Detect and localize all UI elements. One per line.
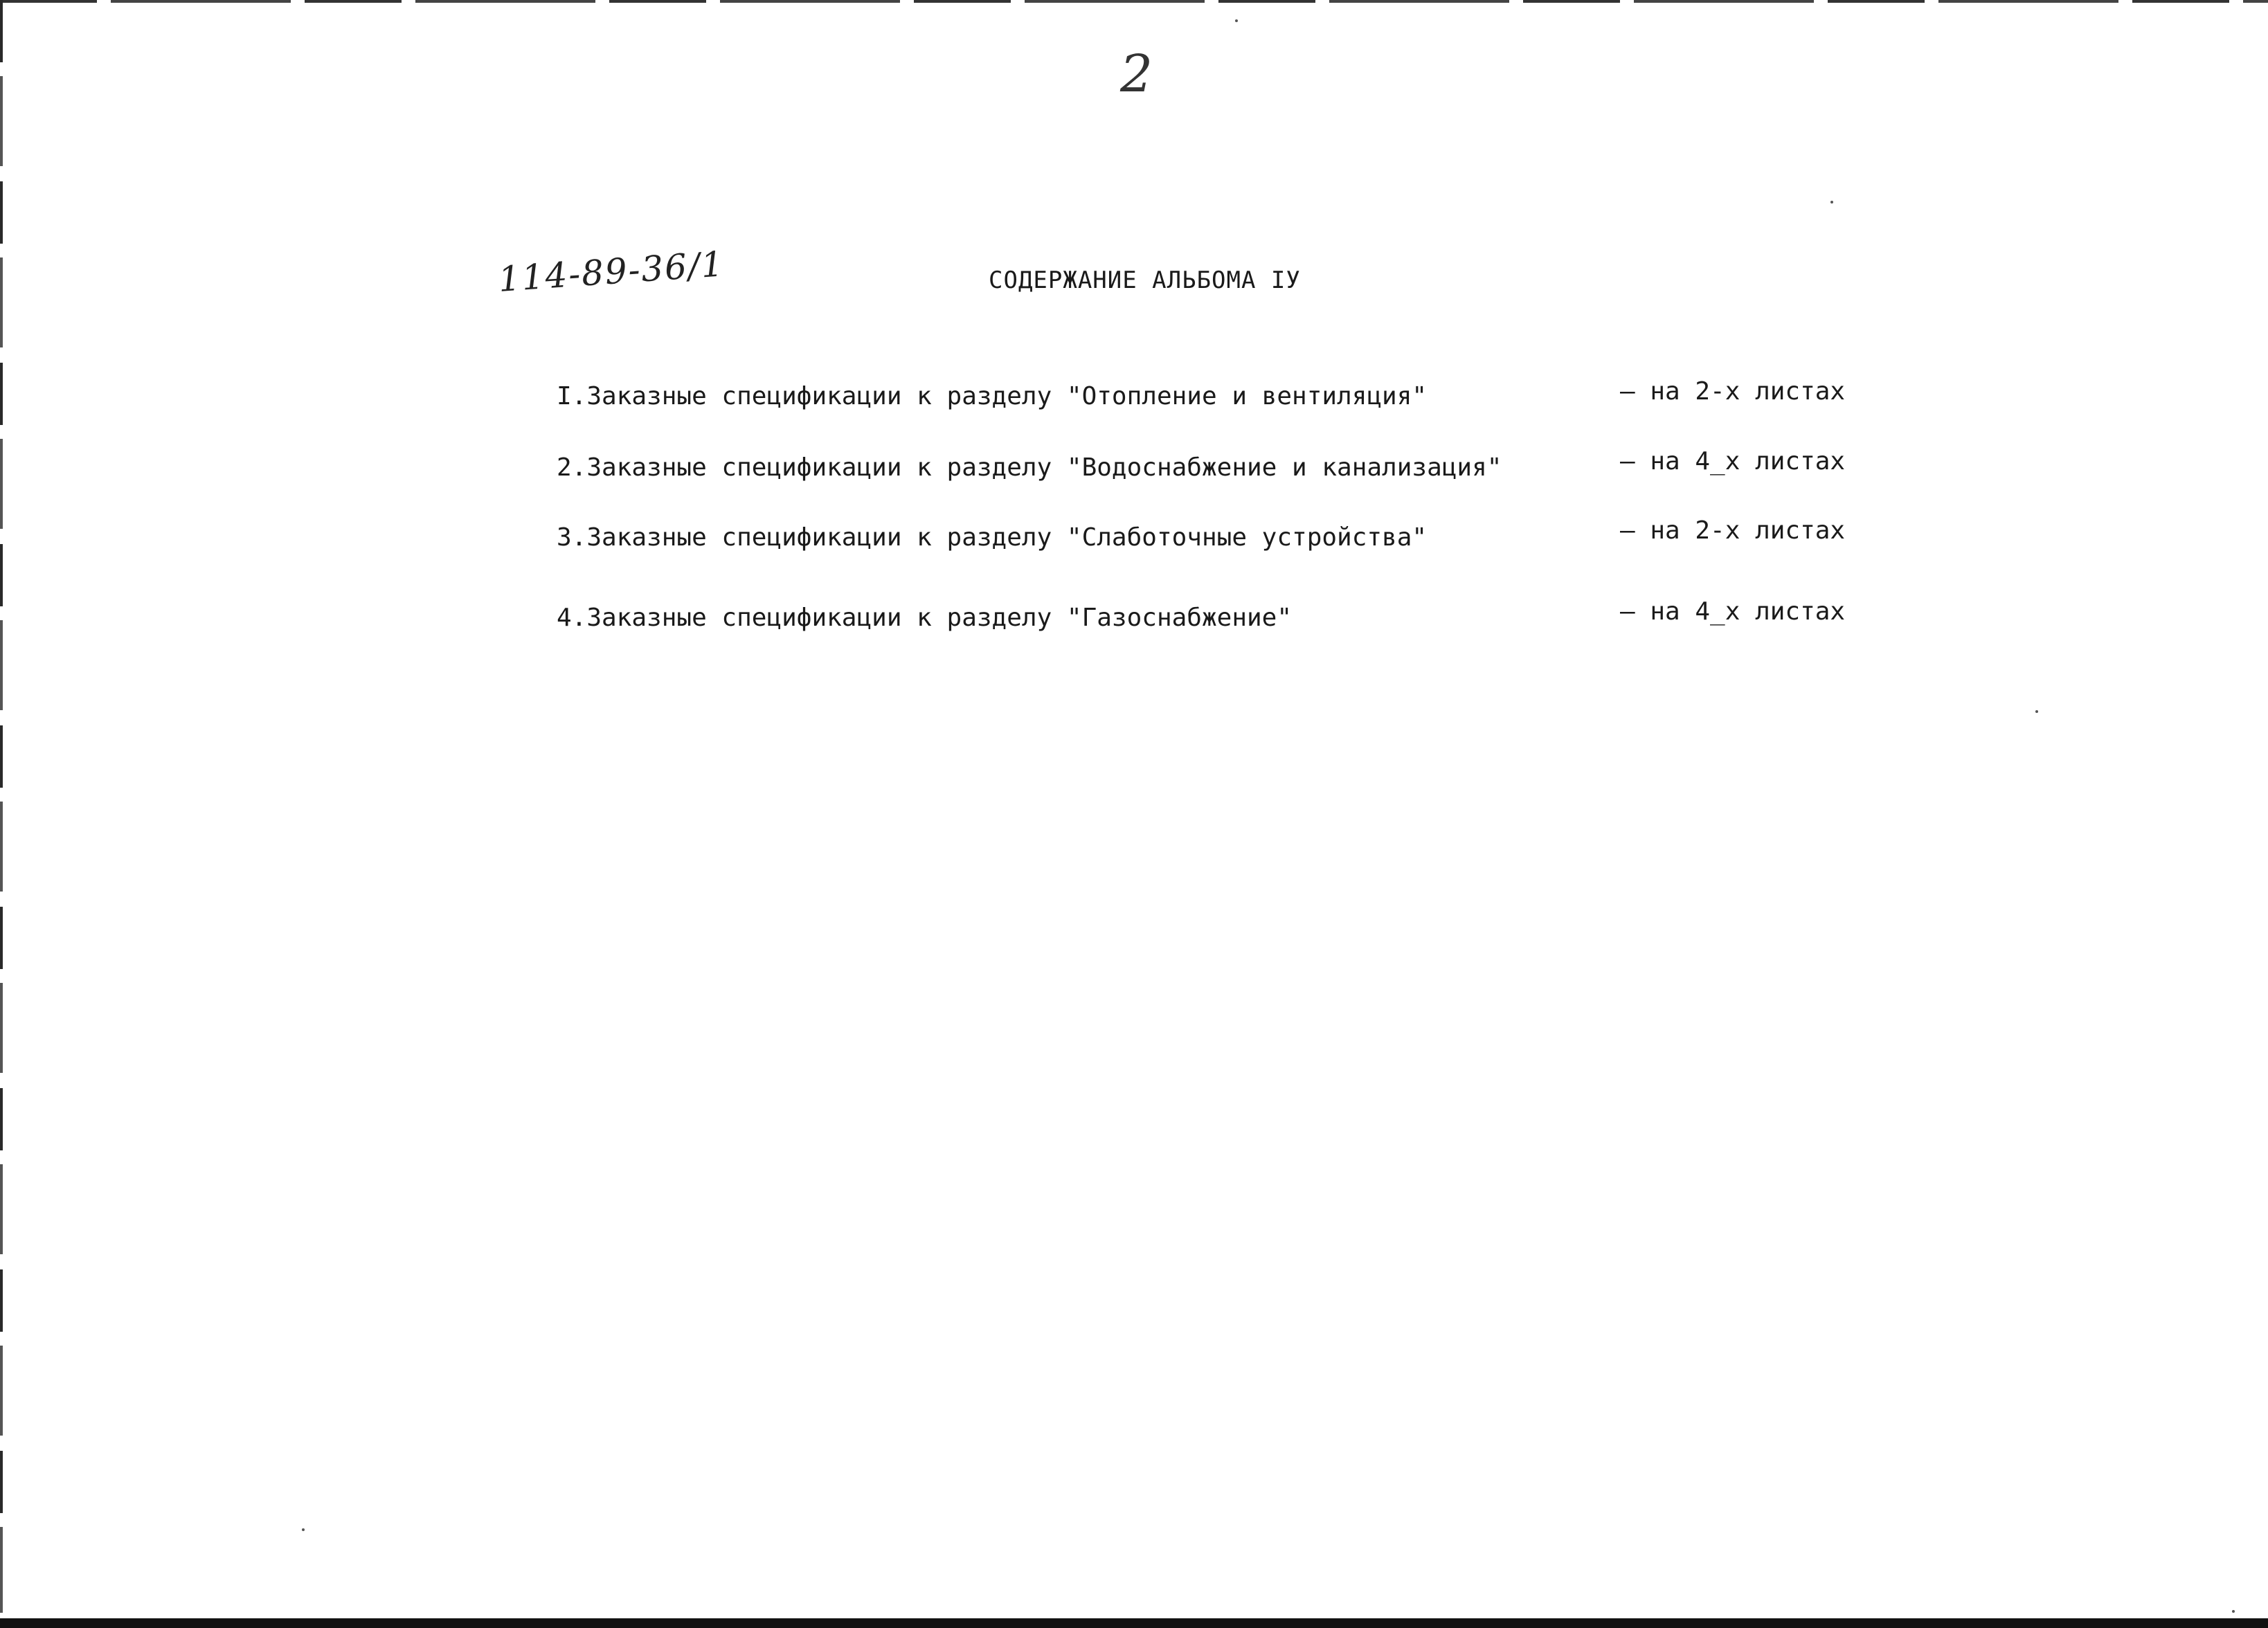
contents-item-sheets: – на 2-х листах: [1620, 516, 1846, 545]
contents-item-text: 2.Заказные спецификации к разделу "Водоснабжение и канализация": [557, 453, 1502, 482]
contents-item-text: I.Заказные спецификации к разделу "Отопление и вентиляция": [557, 382, 1428, 410]
contents-item-sheets: – на 2-х листах: [1620, 377, 1846, 406]
contents-item-text: 4.Заказные спецификации к разделу "Газоснабжение": [557, 604, 1293, 632]
handwritten-page-number: 2: [1120, 44, 1153, 104]
contents-item-sheets: – на 4_х листах: [1620, 597, 1846, 626]
page-title: СОДЕРЖАНИЕ АЛЬБОМА IУ: [989, 266, 1301, 294]
contents-item-sheets: – на 4_х листах: [1620, 447, 1846, 476]
contents-item-text: 3.Заказные спецификации к разделу "Слаботочные устройства": [557, 523, 1428, 552]
handwritten-document-code: 114-89-36/1: [496, 244, 726, 300]
